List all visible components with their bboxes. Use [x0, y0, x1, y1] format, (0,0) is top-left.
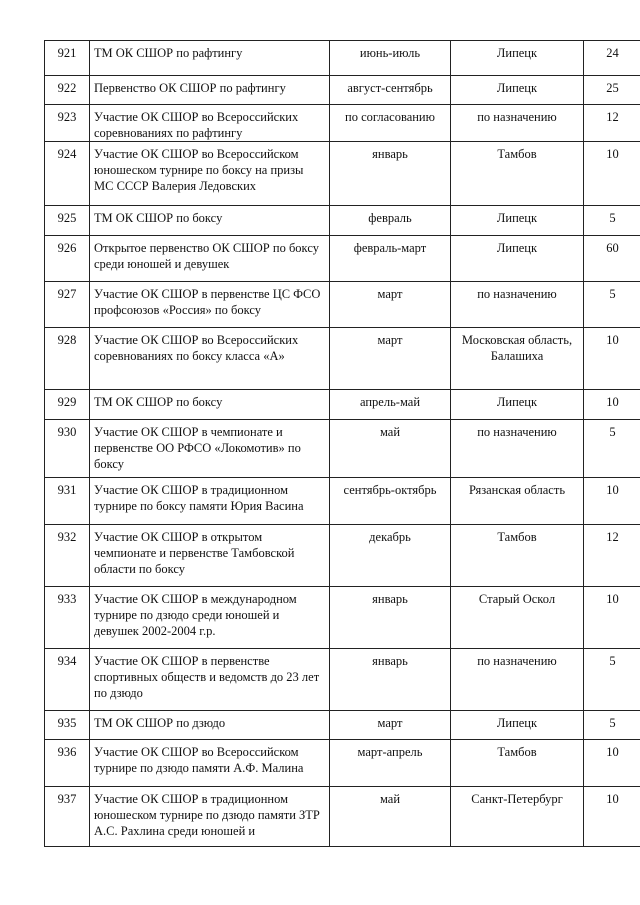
participant-count: 25 [584, 76, 640, 105]
event-name: Первенство ОК СШОР по рафтингу [90, 76, 330, 105]
event-name: Участие ОК СШОР во Всероссийских соревнованиях по боксу класса «А» [90, 328, 330, 390]
row-number: 931 [45, 478, 90, 525]
event-dates: по согласованию [330, 105, 451, 142]
table-row [45, 390, 640, 420]
events-table-body [45, 41, 640, 847]
event-dates: март-апрель [330, 740, 451, 787]
row-number: 929 [45, 390, 90, 420]
event-dates: июнь-июль [330, 41, 451, 76]
event-place: Тамбов [451, 525, 584, 587]
event-name: ТМ ОК СШОР по боксу [90, 206, 330, 236]
event-place: Старый Оскол [451, 587, 584, 649]
participant-count: 10 [584, 478, 640, 525]
participant-count: 5 [584, 206, 640, 236]
table-row [45, 711, 640, 740]
table-row [45, 105, 640, 142]
event-dates: май [330, 787, 451, 847]
row-number: 935 [45, 711, 90, 740]
event-place: Липецк [451, 236, 584, 282]
event-name: ТМ ОК СШОР по рафтингу [90, 41, 330, 76]
events-table [44, 40, 640, 847]
participant-count: 10 [584, 142, 640, 206]
table-row [45, 525, 640, 587]
event-dates: февраль-март [330, 236, 451, 282]
participant-count: 5 [584, 282, 640, 328]
participant-count: 12 [584, 105, 640, 142]
event-place: Липецк [451, 76, 584, 105]
table-row [45, 328, 640, 390]
event-place: по назначению [451, 105, 584, 142]
event-dates: сентябрь-октябрь [330, 478, 451, 525]
event-name: ТМ ОК СШОР по дзюдо [90, 711, 330, 740]
table-row [45, 478, 640, 525]
document-page [44, 40, 619, 847]
event-name: Участие ОК СШОР в традиционном юношеском турнире по дзюдо памяти ЗТР А.С. Рахлина среди юношей и [90, 787, 330, 847]
event-name: Участие ОК СШОР в чемпионате и первенстве ОО РФСО «Локомотив» по боксу [90, 420, 330, 478]
table-row [45, 206, 640, 236]
event-name: Участие ОК СШОР в открытом чемпионате и первенстве Тамбовской области по боксу [90, 525, 330, 587]
row-number: 937 [45, 787, 90, 847]
event-name: Участие ОК СШОР во Всероссийском турнире по дзюдо памяти А.Ф. Малина [90, 740, 330, 787]
participant-count: 10 [584, 390, 640, 420]
table-row [45, 420, 640, 478]
table-row [45, 76, 640, 105]
event-name: Участие ОК СШОР в традиционном турнире по боксу памяти Юрия Васина [90, 478, 330, 525]
row-number: 923 [45, 105, 90, 142]
event-dates: февраль [330, 206, 451, 236]
row-number: 926 [45, 236, 90, 282]
row-number: 925 [45, 206, 90, 236]
row-number: 927 [45, 282, 90, 328]
table-row [45, 142, 640, 206]
table-row [45, 587, 640, 649]
event-dates: март [330, 711, 451, 740]
event-place: по назначению [451, 649, 584, 711]
participant-count: 24 [584, 41, 640, 76]
event-dates: май [330, 420, 451, 478]
row-number: 921 [45, 41, 90, 76]
event-place: Липецк [451, 41, 584, 76]
event-place: Липецк [451, 206, 584, 236]
participant-count: 10 [584, 740, 640, 787]
row-number: 934 [45, 649, 90, 711]
event-place: Рязанская область [451, 478, 584, 525]
row-number: 924 [45, 142, 90, 206]
event-name: Участие ОК СШОР в первенстве ЦС ФСО профсоюзов «Россия» по боксу [90, 282, 330, 328]
event-dates: январь [330, 587, 451, 649]
event-place: Липецк [451, 390, 584, 420]
event-place: Тамбов [451, 740, 584, 787]
event-place: Липецк [451, 711, 584, 740]
table-row [45, 740, 640, 787]
row-number: 928 [45, 328, 90, 390]
event-dates: август-сентябрь [330, 76, 451, 105]
table-row [45, 236, 640, 282]
event-name: Открытое первенство ОК СШОР по боксу среди юношей и девушек [90, 236, 330, 282]
event-place: Тамбов [451, 142, 584, 206]
participant-count: 5 [584, 420, 640, 478]
event-place: Санкт-Петербург [451, 787, 584, 847]
event-name: Участие ОК СШОР в первенстве спортивных обществ и ведомств до 23 лет по дзюдо [90, 649, 330, 711]
event-dates: апрель-май [330, 390, 451, 420]
event-dates: март [330, 282, 451, 328]
event-place: Московская область, Балашиха [451, 328, 584, 390]
table-row [45, 787, 640, 847]
event-dates: январь [330, 649, 451, 711]
table-row [45, 282, 640, 328]
participant-count: 5 [584, 711, 640, 740]
row-number: 936 [45, 740, 90, 787]
participant-count: 12 [584, 525, 640, 587]
participant-count: 10 [584, 787, 640, 847]
event-place: по назначению [451, 420, 584, 478]
event-dates: декабрь [330, 525, 451, 587]
event-name: Участие ОК СШОР во Всероссийских соревнованиях по рафтингу [90, 105, 330, 142]
participant-count: 10 [584, 587, 640, 649]
row-number: 922 [45, 76, 90, 105]
table-row [45, 41, 640, 76]
event-dates: март [330, 328, 451, 390]
event-place: по назначению [451, 282, 584, 328]
event-name: Участие ОК СШОР в международном турнире по дзюдо среди юношей и девушек 2002-2004 г.р. [90, 587, 330, 649]
participant-count: 5 [584, 649, 640, 711]
participant-count: 10 [584, 328, 640, 390]
table-row [45, 649, 640, 711]
event-dates: январь [330, 142, 451, 206]
row-number: 930 [45, 420, 90, 478]
event-name: ТМ ОК СШОР по боксу [90, 390, 330, 420]
event-name: Участие ОК СШОР во Всероссийском юношеском турнире по боксу на призы МС СССР Валерия Ледовских [90, 142, 330, 206]
participant-count: 60 [584, 236, 640, 282]
row-number: 932 [45, 525, 90, 587]
row-number: 933 [45, 587, 90, 649]
